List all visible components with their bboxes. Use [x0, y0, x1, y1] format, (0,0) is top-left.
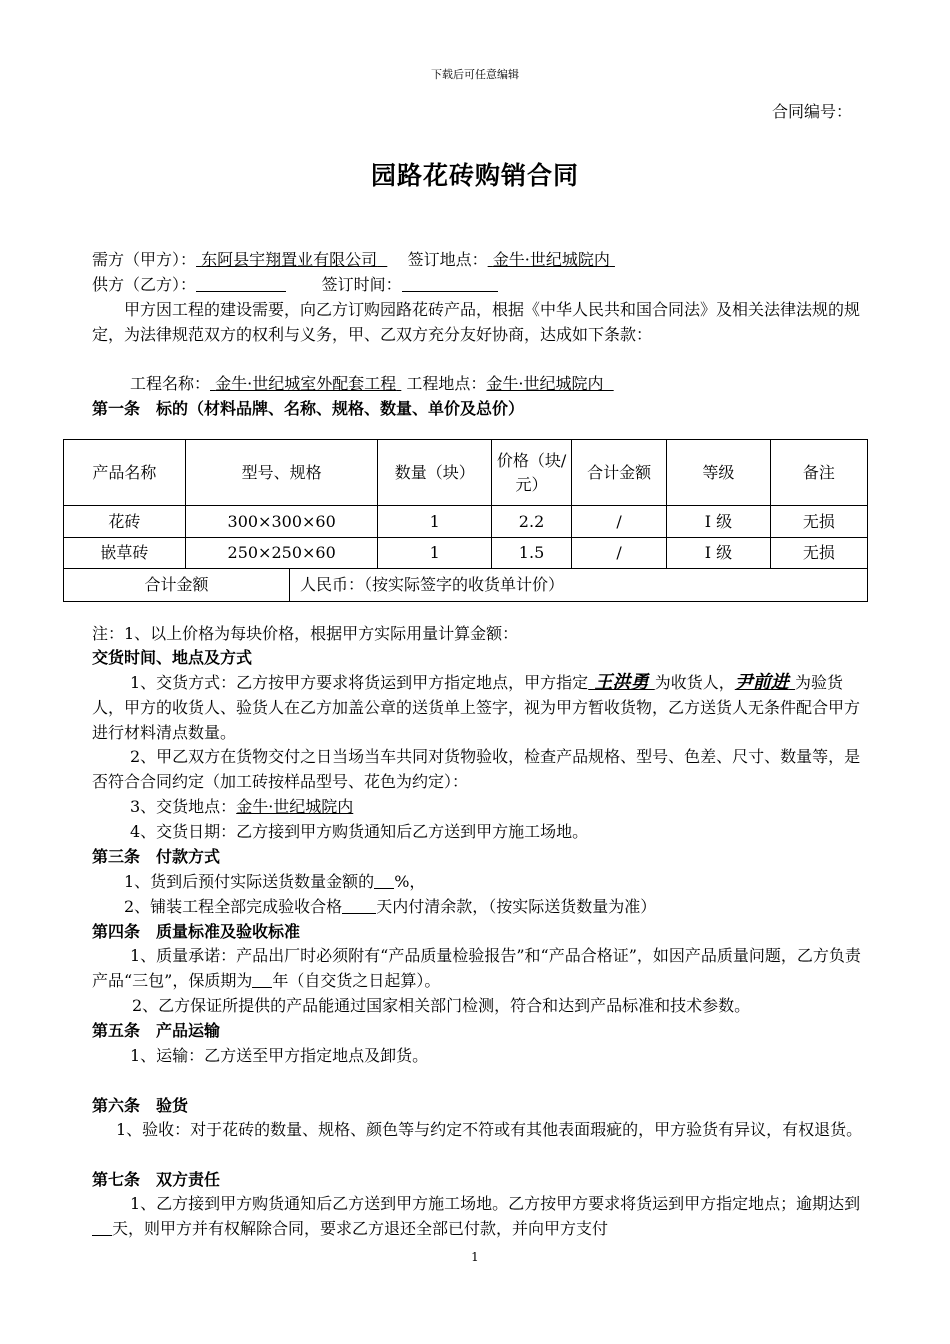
- delivery-place: 金牛·世纪城院内: [236, 797, 354, 816]
- party-b-blank: [196, 275, 286, 292]
- receiver-signature: 王洪勇: [594, 672, 649, 693]
- header-total: 合计金额: [571, 440, 666, 506]
- party-b-line: [92, 273, 862, 297]
- total-value: 人民币：（按实际签字的收货单计价）: [300, 575, 565, 594]
- table-cell: 花砖: [64, 506, 186, 538]
- header-grade: 等级: [667, 440, 770, 506]
- project-name-label: 工程名称：: [130, 374, 211, 393]
- article6-heading: 第六条 验货: [92, 1096, 189, 1115]
- party-a-label: 需方（甲方）：: [92, 250, 197, 269]
- party-b-label: 供方（乙方）：: [92, 275, 197, 294]
- page-title: 园路花砖购销合同: [370, 161, 579, 190]
- delivery-p3: 3、交货地点：金牛·世纪城院内: [130, 797, 354, 816]
- party-a-name: 东阿县宇翔置业有限公司: [201, 250, 378, 269]
- prepay-percent-blank: [374, 872, 394, 889]
- article4-p2: 2、乙方保证所提供的产品能通过国家相关部门检测，符合和达到产品标准和技术参数。: [132, 996, 751, 1015]
- table-cell: I 级: [667, 538, 770, 569]
- table-row: [64, 506, 868, 538]
- project-location-label: 工程地点：: [406, 374, 487, 393]
- delivery-heading: 交货时间、地点及方式: [92, 648, 253, 667]
- table-cell: 250×250×60: [185, 538, 378, 569]
- article3-heading: 第三条 付款方式: [92, 847, 221, 866]
- article3-p1: 1、货到后预付实际送货数量金额的 %，: [124, 872, 426, 891]
- sign-place: 金牛·世纪城院内: [492, 250, 610, 269]
- header-quantity: 数量（块）: [378, 440, 492, 506]
- days-blank: [342, 897, 376, 914]
- inspector-signature: 尹前进: [734, 672, 789, 693]
- table-cell: 2.2: [492, 506, 572, 538]
- table-cell: 1: [378, 538, 492, 569]
- sign-time-label: 签订时间：: [321, 275, 402, 294]
- table-cell: 无损: [770, 506, 867, 538]
- table-cell: I 级: [667, 506, 770, 538]
- table-cell: 300×300×60: [185, 506, 378, 538]
- header-product-name: 产品名称: [64, 440, 186, 506]
- price-note: 注：1、以上价格为每块价格，根据甲方实际用量计算金额：: [92, 624, 519, 643]
- table-cell: /: [571, 506, 666, 538]
- delivery-p1: 1、交货方式：乙方按甲方要求将货运到甲方指定地点，甲方指定 王洪勇 为收货人，尹前进 为验货人，甲方的收货人、验货人在乙方加盖公章的送货单上签字，视为甲方暂收货物，乙方送货人无条件配合甲方进行材料清点数量。: [92, 672, 861, 742]
- article6-p1: 1、验收：对于花砖的数量、规格、颜色等与约定不符或有其他表面瑕疵的，甲方验货有异议，有权退货。: [116, 1120, 863, 1139]
- intro-paragraph: 甲方因工程的建设需要，向乙方订购园路花砖产品，根据《中华人民共和国合同法》及相关法律法规的规定，为法律规范双方的权利与义务，甲、乙双方充分友好协商，达成如下条款：: [92, 300, 861, 344]
- overdue-days-blank: [92, 1219, 112, 1236]
- header-price: 价格（块/元）: [492, 440, 572, 506]
- article4-heading: 第四条 质量标准及验收标准: [92, 922, 301, 941]
- article5-p1: 1、运输：乙方送至甲方指定地点及卸货。: [130, 1046, 429, 1065]
- project-name: 金牛·世纪城室外配套工程: [215, 374, 397, 393]
- article5-heading: 第五条 产品运输: [92, 1021, 221, 1040]
- table-cell: 1: [378, 506, 492, 538]
- project-line: [130, 372, 900, 396]
- article3-p2: 2、铺装工程全部完成验收合格 天内付清余款，（按实际送货数量为准）: [124, 897, 657, 916]
- table-cell: /: [571, 538, 666, 569]
- article4-p1: 1、质量承诺：产品出厂时必须附有“产品质量检验报告”和“产品合格证”，如因产品质量问题，乙方负责产品“三包”，保质期为 年（自交货之日起算）。: [92, 946, 861, 990]
- table-cell: 嵌草砖: [64, 538, 186, 569]
- table-cell: 1.5: [492, 538, 572, 569]
- table-row: [64, 538, 868, 569]
- contract-number-label: 合同编号：: [771, 102, 852, 121]
- total-label: 合计金额: [64, 569, 290, 601]
- article7-p1: 1、乙方接到甲方购货通知后乙方送到甲方施工场地。乙方按甲方要求将货运到甲方指定地点；逾期达到天，则甲方并有权解除合同，要求乙方退还全部已付款，并向甲方支付: [92, 1192, 864, 1241]
- header-note: 下载后可任意编辑: [431, 68, 519, 81]
- sign-time-blank: [402, 275, 498, 292]
- table-header-row: [64, 440, 868, 506]
- header-model-spec: 型号、规格: [185, 440, 378, 506]
- sign-place-label: 签订地点：: [407, 250, 488, 269]
- article1-heading: 第一条 标的（材料品牌、名称、规格、数量、单价及总价）: [92, 399, 525, 418]
- article7-heading: 第七条 双方责任: [92, 1170, 221, 1189]
- header-remark: 备注: [770, 440, 867, 506]
- party-a-line: [92, 248, 862, 272]
- project-location: 金牛·世纪城院内: [486, 374, 604, 393]
- table-total-row: [64, 569, 868, 602]
- warranty-years-blank: [252, 971, 272, 988]
- delivery-p2: 2、甲乙双方在货物交付之日当场当车共同对货物验收，检查产品规格、型号、色差、尺寸、数量等，是否符合合同约定（加工砖按样品型号、花色为约定）：: [92, 747, 861, 791]
- delivery-p4: 4、交货日期：乙方接到甲方购货通知后乙方送到甲方施工场地。: [130, 822, 589, 841]
- page-number: 1: [471, 1250, 479, 1264]
- product-table: [63, 439, 868, 602]
- table-cell: 无损: [770, 538, 867, 569]
